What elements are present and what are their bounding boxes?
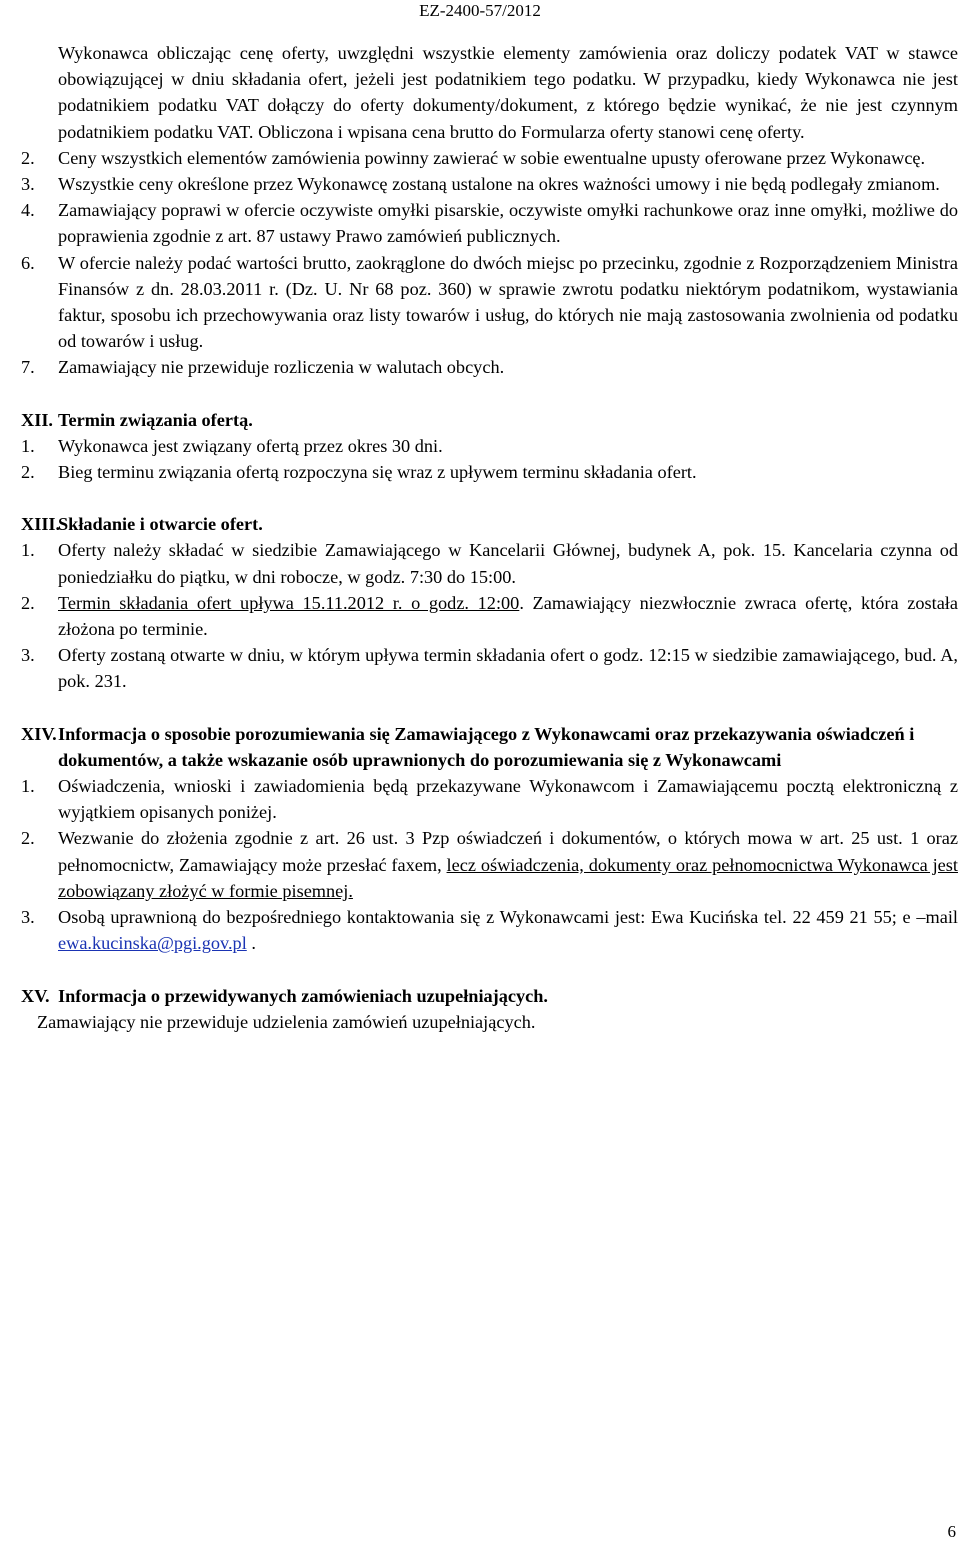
section-heading: Informacja o przewidywanych zamówieniach uzupełniających. [58, 985, 549, 1006]
price-item-6 [21, 250, 958, 355]
section-xii-title [21, 407, 958, 433]
item-text: Oferty zostaną otwarte w dniu, w którym upływa termin składania ofert o godz. 12:15 w siedzibie zamawiającego, bud. A, pok. 231. [58, 645, 958, 692]
item-text: Oferty należy składać w siedzibie Zamawiającego w Kancelarii Głównej, budynek A, pok. 15. Kancelaria czynna od poniedziałku do piątku, w dni robocze, w godz. 7:30 do 15:00. [58, 540, 958, 587]
price-item-7 [21, 354, 958, 380]
item-text: Wezwanie do złożenia zgodnie z art. 26 ust. 3 Pzp oświadczeń i dokumentów, o których mowa w art. 25 ust. 1 oraz pełnomocnictw, Zamawiający może przesłać faxem, [58, 828, 958, 875]
s13-item-2 [21, 590, 958, 642]
item-text: Zamawiający poprawi w ofercie oczywiste omyłki pisarskie, oczywiste omyłki rachunkowe oraz inne omyłki, możliwe do poprawienia zgodnie z art. 87 ustawy Prawo zamówień publicznych. [58, 200, 958, 247]
s13-item-1 [21, 537, 958, 589]
item-text: Osobą uprawnioną do bezpośredniego kontaktowania się z Wykonawcami jest: Ewa Kucińska tel. 22 459 21 55; e –mail [58, 907, 958, 928]
deadline-text: Termin składania ofert upływa 15.11.2012 r. o godz. 12:00 [58, 592, 520, 613]
item-number: 6. [21, 252, 35, 273]
price-item-3 [21, 171, 958, 197]
s14-item-2 [21, 825, 958, 904]
item-text: Bieg terminu związania ofertą rozpoczyna się wraz z upływem terminu składania ofert. [58, 462, 697, 483]
section-number: XV. [21, 985, 50, 1006]
underlined-requirement: lecz oświadczenia, dokumenty oraz pełnomocnictwa Wykonawca jest zobowiązany złożyć w formie pisemnej. [58, 854, 958, 901]
item-number: 1. [21, 540, 35, 561]
page-number: 6 [947, 1522, 956, 1541]
document-body [21, 40, 958, 1035]
s12-item-1 [21, 433, 958, 459]
item-number: 2. [21, 828, 35, 849]
item-text: Wszystkie ceny określone przez Wykonawcę zostaną ustalone na okres ważności umowy i nie będą podlegały zmianom. [58, 174, 940, 195]
section-heading: Informacja o sposobie porozumiewania się Zamawiającego z Wykonawcami oraz przekazywania oświadczeń i dokumentów, a także wskazanie osób uprawnionych do porozumiewania się z Wykonawcami [58, 723, 915, 770]
section-xiii-title [21, 511, 958, 537]
section-number: XIII. [21, 514, 61, 535]
item-number: 4. [21, 200, 35, 221]
section-xv-title [21, 983, 958, 1009]
s14-item-1 [21, 773, 958, 825]
section-number: XIV. [21, 723, 57, 744]
s13-item-3 [21, 642, 958, 694]
item-number: 2. [21, 462, 35, 483]
item-number: 3. [21, 907, 35, 928]
item-number: 2. [21, 147, 35, 168]
section-heading: Składanie i otwarcie ofert. [58, 514, 263, 535]
item-number: 7. [21, 357, 35, 378]
price-item-2 [21, 145, 958, 171]
section-xiv-title [21, 721, 958, 773]
email-link[interactable]: ewa.kucinska@pgi.gov.pl [58, 933, 247, 954]
item-text: Oświadczenia, wnioski i zawiadomienia będą przekazywane Wykonawcom i Zamawiającemu pocztą elektroniczną z wyjątkiem opisanych poniżej. [58, 776, 958, 823]
item-number: 2. [21, 592, 35, 613]
item-number: 3. [21, 645, 35, 666]
document-reference: EZ-2400-57/2012 [419, 1, 541, 20]
item-text: W ofercie należy podać wartości brutto, zaokrąglone do dwóch miejsc po przecinku, zgodnie z Rozporządzeniem Ministra Finansów z dn. 28.03.2011 r. (Dz. U. Nr 68 poz. 360) w sprawie zwrotu podatku niektórym podatnikom, wystawiania faktur, sposobu ich przechowywania oraz listy towarów i usług, do których nie mają zastosowania zwolnienia od podatku od towarów i usług. [58, 252, 958, 352]
item-text: Wykonawca jest związany ofertą przez okres 30 dni. [58, 435, 443, 456]
item-end: . [246, 933, 256, 954]
item-text: Ceny wszystkich elementów zamówienia powinny zawierać w sobie ewentualne upusty oferowane przez Wykonawcę. [58, 147, 926, 168]
s14-item-3 [21, 904, 958, 956]
item-text: . Zamawiający niezwłocznie zwraca ofertę, która została złożona po terminie. [58, 592, 958, 640]
s12-item-2 [21, 459, 958, 485]
s15-text: Zamawiający nie przewiduje udzielenia zamówień uzupełniających. [37, 1011, 536, 1032]
item-number: 1. [21, 435, 35, 456]
item-text: Zamawiający nie przewiduje rozliczenia w walutach obcych. [58, 357, 505, 378]
item-number: 1. [21, 776, 35, 797]
section-number: XII. [21, 409, 54, 430]
section-heading: Termin związania ofertą. [58, 409, 253, 430]
price-item-4 [21, 197, 958, 249]
item-number: 3. [21, 174, 35, 195]
price-paragraph: Wykonawca obliczając cenę oferty, uwzględni wszystkie elementy zamówienia oraz doliczy podatek VAT w stawce obowiązującej w dniu składania ofert, jeżeli jest podatnikiem tego podatku. W przypadku, kiedy Wykonawca nie jest podatnikiem podatku VAT dołączy do oferty dokumenty/dokument, z którego będzie wynikać, że nie jest czynnym podatnikiem podatku VAT. Obliczona i wpisana cena brutto do Formularza oferty stanowi cenę oferty. [58, 43, 958, 142]
